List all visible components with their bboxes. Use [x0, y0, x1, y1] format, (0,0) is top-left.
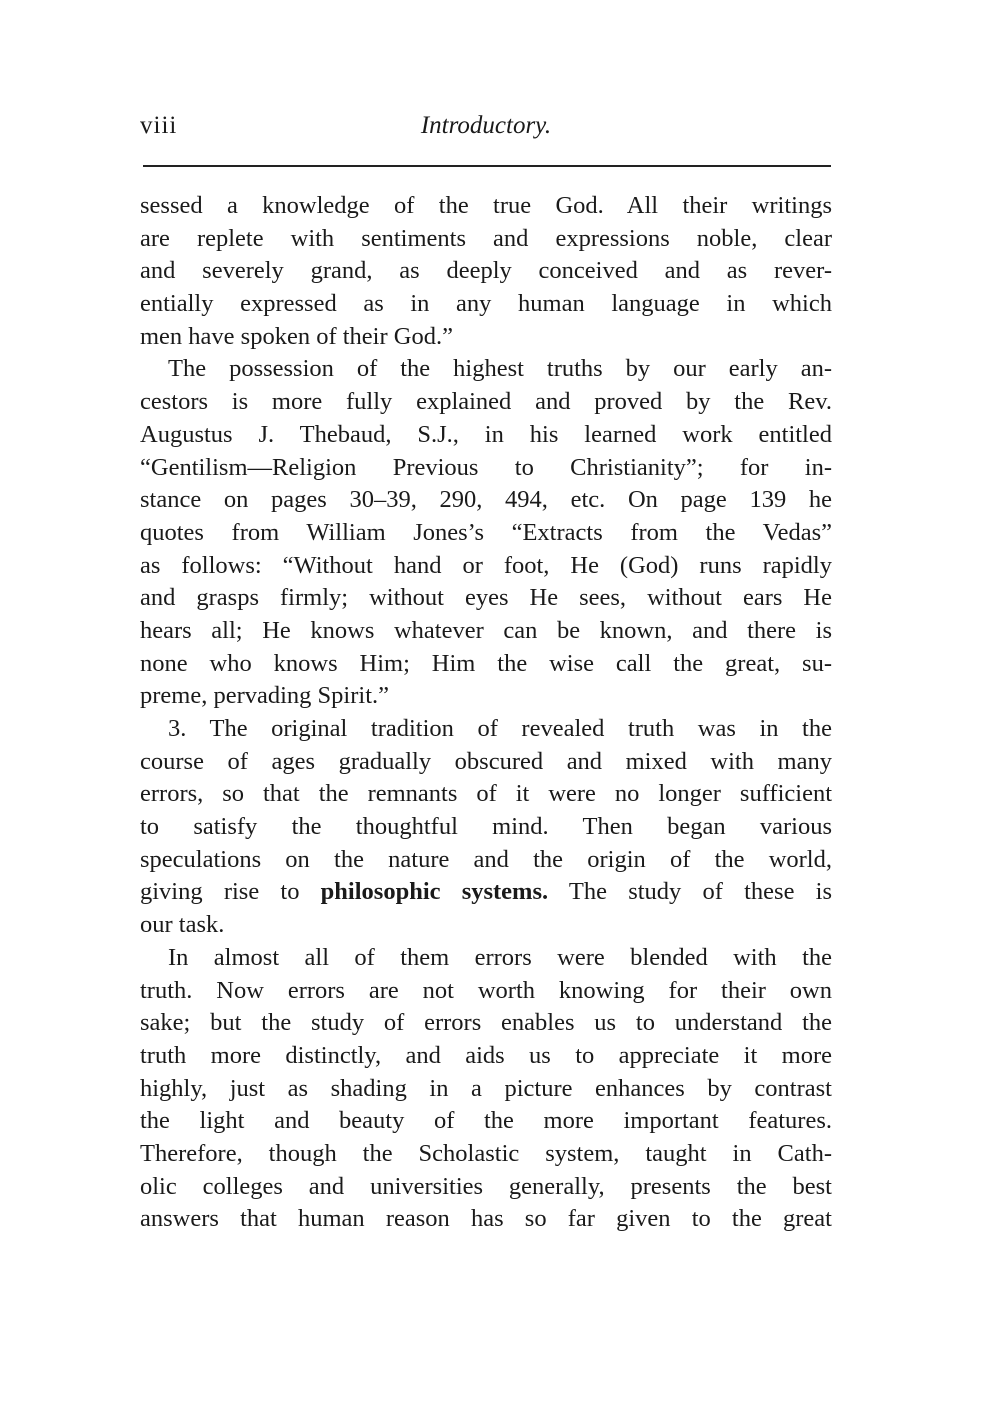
- text-line: as follows: “Without hand or foot, He (God) runs rapidly: [140, 551, 832, 579]
- text-line: truth more distinctly, and aids us to appreciate it more: [140, 1041, 832, 1069]
- running-title: Introductory.: [420, 112, 552, 139]
- text-line: In almost all of them errors were blended with the: [168, 943, 832, 971]
- header-rule: [143, 165, 831, 167]
- text-line: sessed a knowledge of the true God. All their writings: [140, 192, 832, 219]
- text-line: men have spoken of their God.”: [140, 322, 453, 350]
- text-line: highly, just as shading in a picture enhances by contrast: [140, 1074, 832, 1102]
- text-line: entially expressed as in any human language in which: [140, 290, 832, 318]
- text-line: speculations on the nature and the origin of the world,: [140, 845, 832, 873]
- text-line: answers that human reason has so far given to the great: [140, 1205, 832, 1233]
- text-line: sake; but the study of errors enables us to understand the: [140, 1009, 832, 1037]
- text-line: quotes from William Jones’s “Extracts from the Vedas”: [140, 518, 832, 546]
- text-line: the light and beauty of the more important features.: [140, 1107, 832, 1135]
- text-line: preme, pervading Spirit.”: [140, 682, 390, 710]
- text-line: course of ages gradually obscured and mixed with many: [140, 747, 832, 775]
- text-line: cestors is more fully explained and proved by the Rev.: [140, 388, 832, 416]
- text-fragment: giving rise to: [140, 878, 321, 906]
- text-line: 3. The original tradition of revealed truth was in the: [168, 715, 832, 742]
- text-line: [140, 876, 832, 909]
- text-line: none who knows Him; Him the wise call the great, su-: [140, 649, 832, 677]
- text-line: The possession of the highest truths by our early an-: [168, 355, 832, 383]
- text-line: “Gentilism—Religion Previous to Christianity”; for in-: [140, 453, 832, 481]
- text-line: olic colleges and universities generally, presents the best: [140, 1172, 832, 1200]
- text-line: our task.: [140, 911, 225, 939]
- text-fragment: The study of these is: [548, 878, 832, 906]
- text-line: hears all; He knows whatever can be known, and there is: [140, 616, 832, 644]
- bold-term: philosophic systems.: [320, 878, 549, 906]
- body-text: [140, 190, 832, 1236]
- page-number: viii: [140, 112, 178, 139]
- text-line: to satisfy the thoughtful mind. Then began various: [140, 813, 832, 841]
- text-line: truth. Now errors are not worth knowing for their own: [140, 976, 832, 1004]
- text-line: errors, so that the remnants of it were no longer sufficient: [140, 780, 832, 808]
- text-line: are replete with sentiments and expressions noble, clear: [140, 224, 832, 252]
- text-line: stance on pages 30–39, 290, 494, etc. On page 139 he: [140, 486, 832, 514]
- text-line: Therefore, though the Scholastic system, taught in Cath-: [140, 1139, 832, 1167]
- text-line: and grasps firmly; without eyes He sees, without ears He: [140, 584, 832, 612]
- text-line: and severely grand, as deeply conceived and as rever-: [140, 257, 832, 285]
- page-header: [140, 112, 832, 152]
- text-line: Augustus J. Thebaud, S.J., in his learned work entitled: [140, 420, 832, 448]
